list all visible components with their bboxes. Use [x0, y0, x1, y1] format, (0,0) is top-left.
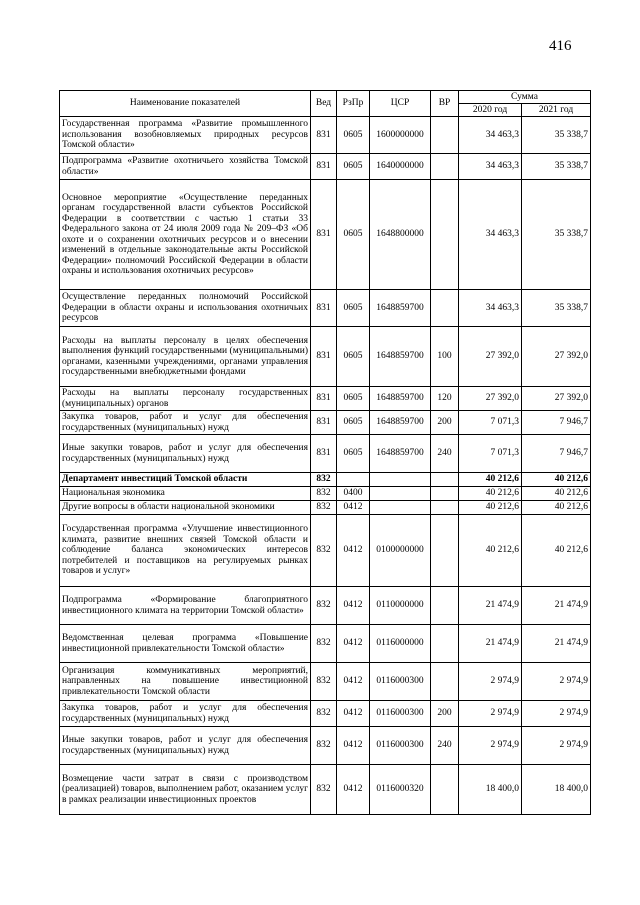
cell-csr: 0110000000: [370, 587, 431, 625]
cell-csr: [370, 501, 431, 515]
cell-y2020: 27 392,0: [459, 387, 522, 411]
header-vr: ВР: [431, 91, 459, 117]
cell-name: Другие вопросы в области национальной экономики: [60, 501, 311, 515]
cell-rzpr: 0605: [337, 154, 370, 180]
cell-rzpr: 0412: [337, 765, 370, 815]
cell-name: Осуществление переданных полномочий Российской Федерации в области охраны и использования охотничьих ресурсов: [60, 290, 311, 327]
table-row: [60, 765, 591, 815]
cell-vr: 240: [431, 727, 459, 765]
cell-rzpr: 0605: [337, 117, 370, 154]
cell-rzpr: 0412: [337, 663, 370, 701]
cell-rzpr: 0605: [337, 435, 370, 473]
cell-csr: 1640000000: [370, 154, 431, 180]
table-row: [60, 625, 591, 663]
cell-y2020: 21 474,9: [459, 625, 522, 663]
cell-name: Расходы на выплаты персоналу в целях обеспечения выполнения функций государственными (муниципальными) органами, казенными учреждениями, органами управления государственными внебюджетными фондами: [60, 327, 311, 387]
cell-vr: [431, 180, 459, 290]
cell-ved: 831: [311, 387, 337, 411]
cell-rzpr: 0412: [337, 501, 370, 515]
cell-csr: 1648859700: [370, 435, 431, 473]
cell-csr: 1648800000: [370, 180, 431, 290]
cell-rzpr: 0412: [337, 701, 370, 727]
header-rzpr: РзПр: [337, 91, 370, 117]
table-row: [60, 473, 591, 487]
cell-vr: [431, 663, 459, 701]
cell-name: Иные закупки товаров, работ и услуг для обеспечения государственных (муниципальных) нужд: [60, 435, 311, 473]
cell-vr: [431, 625, 459, 663]
cell-y2021: 35 338,7: [522, 290, 591, 327]
cell-name: Национальная экономика: [60, 487, 311, 501]
cell-ved: 832: [311, 727, 337, 765]
cell-csr: 1648859700: [370, 327, 431, 387]
cell-y2021: 40 212,6: [522, 473, 591, 487]
cell-ved: 831: [311, 327, 337, 387]
cell-csr: 1600000000: [370, 117, 431, 154]
cell-y2021: 21 474,9: [522, 587, 591, 625]
cell-vr: [431, 501, 459, 515]
cell-name: Государственная программа «Развитие промышленного использования возобновляемых природных ресурсов Томской области»: [60, 117, 311, 154]
cell-y2020: 34 463,3: [459, 117, 522, 154]
cell-ved: 831: [311, 435, 337, 473]
cell-y2021: 2 974,9: [522, 727, 591, 765]
cell-y2021: 27 392,0: [522, 387, 591, 411]
table-row: [60, 387, 591, 411]
cell-vr: [431, 290, 459, 327]
header-year-2021: 2021 год: [522, 104, 591, 117]
cell-ved: 832: [311, 501, 337, 515]
cell-name: Основное мероприятие «Осуществление переданных органам государственной власти субъектов Российской Федерации в соответствии с частью 1 статьи 33 Федерального закона от 24 июля 2009 года № 209–ФЗ «Об охоте и о сохранении охотничьих ресурсов и о внесении изменений в отдельные законодательные акты Российской Федерации» полномочий Российской Федерации в области охраны и использования охотничьих ресурсов»: [60, 180, 311, 290]
cell-rzpr: 0605: [337, 327, 370, 387]
cell-vr: [431, 515, 459, 587]
cell-ved: 832: [311, 515, 337, 587]
cell-y2021: 7 946,7: [522, 411, 591, 435]
cell-ved: 832: [311, 587, 337, 625]
cell-name: Государственная программа «Улучшение инвестиционного климата, развитие внешних связей Томской области и соблюдение баланса экономических интересов потребителей и поставщиков на регулируемых рынках товаров и услуг»: [60, 515, 311, 587]
cell-y2021: 40 212,6: [522, 501, 591, 515]
cell-csr: [370, 487, 431, 501]
table-row: [60, 180, 591, 290]
cell-csr: 0116000000: [370, 625, 431, 663]
cell-vr: [431, 154, 459, 180]
cell-y2021: 40 212,6: [522, 515, 591, 587]
cell-ved: 832: [311, 487, 337, 501]
cell-y2020: 2 974,9: [459, 663, 522, 701]
table-row: [60, 154, 591, 180]
cell-csr: 0100000000: [370, 515, 431, 587]
cell-y2020: 34 463,3: [459, 154, 522, 180]
cell-y2020: 21 474,9: [459, 587, 522, 625]
page-number: 416: [549, 38, 572, 54]
cell-y2021: 21 474,9: [522, 625, 591, 663]
cell-y2020: 7 071,3: [459, 435, 522, 473]
cell-ved: 831: [311, 117, 337, 154]
table-row: [60, 515, 591, 587]
cell-y2020: 40 212,6: [459, 515, 522, 587]
cell-vr: 100: [431, 327, 459, 387]
cell-y2021: 2 974,9: [522, 663, 591, 701]
cell-y2021: 35 338,7: [522, 154, 591, 180]
cell-name: Подпрограмма «Формирование благоприятного инвестиционного климата на территории Томской области»: [60, 587, 311, 625]
table-row: [60, 501, 591, 515]
cell-ved: 832: [311, 625, 337, 663]
table-row: [60, 411, 591, 435]
table-row: [60, 290, 591, 327]
cell-ved: 832: [311, 765, 337, 815]
cell-csr: [370, 473, 431, 487]
cell-vr: 200: [431, 411, 459, 435]
budget-table: [59, 90, 591, 815]
cell-rzpr: 0400: [337, 487, 370, 501]
cell-name: Подпрограмма «Развитие охотничьего хозяйства Томской области»: [60, 154, 311, 180]
cell-y2021: 27 392,0: [522, 327, 591, 387]
header-name: Наименование показателей: [60, 91, 311, 117]
cell-vr: 240: [431, 435, 459, 473]
cell-y2020: 40 212,6: [459, 473, 522, 487]
cell-y2020: 18 400,0: [459, 765, 522, 815]
cell-csr: 0116000300: [370, 727, 431, 765]
cell-ved: 831: [311, 290, 337, 327]
cell-vr: [431, 473, 459, 487]
cell-ved: 831: [311, 154, 337, 180]
cell-y2021: 7 946,7: [522, 435, 591, 473]
table-row: [60, 435, 591, 473]
cell-y2020: 2 974,9: [459, 701, 522, 727]
cell-name: Департамент инвестиций Томской области: [60, 473, 311, 487]
cell-rzpr: 0605: [337, 411, 370, 435]
cell-vr: 200: [431, 701, 459, 727]
cell-rzpr: 0412: [337, 515, 370, 587]
cell-vr: [431, 765, 459, 815]
cell-name: Ведомственная целевая программа «Повышение инвестиционной привлекательности Томской области»: [60, 625, 311, 663]
table-row: [60, 117, 591, 154]
cell-name: Закупка товаров, работ и услуг для обеспечения государственных (муниципальных) нужд: [60, 701, 311, 727]
cell-ved: 832: [311, 663, 337, 701]
cell-rzpr: 0605: [337, 290, 370, 327]
table-row: [60, 727, 591, 765]
cell-name: Организация коммуникативных мероприятий, направленных на повышение инвестиционной привлекательности Томской области: [60, 663, 311, 701]
cell-y2020: 40 212,6: [459, 487, 522, 501]
cell-csr: 0116000320: [370, 765, 431, 815]
cell-rzpr: 0605: [337, 180, 370, 290]
cell-csr: 1648859700: [370, 290, 431, 327]
cell-csr: 1648859700: [370, 411, 431, 435]
table-row: [60, 663, 591, 701]
cell-rzpr: [337, 473, 370, 487]
cell-vr: [431, 587, 459, 625]
header-csr: ЦСР: [370, 91, 431, 117]
header-ved: Вед: [311, 91, 337, 117]
cell-y2021: 35 338,7: [522, 180, 591, 290]
cell-ved: 831: [311, 411, 337, 435]
cell-vr: 120: [431, 387, 459, 411]
table-row: [60, 701, 591, 727]
table-row: [60, 327, 591, 387]
cell-ved: 832: [311, 701, 337, 727]
cell-csr: 0116000300: [370, 701, 431, 727]
cell-y2020: 2 974,9: [459, 727, 522, 765]
cell-y2020: 34 463,3: [459, 180, 522, 290]
cell-y2021: 40 212,6: [522, 487, 591, 501]
table-body: [60, 117, 591, 815]
cell-y2021: 35 338,7: [522, 117, 591, 154]
cell-vr: [431, 117, 459, 154]
cell-rzpr: 0412: [337, 587, 370, 625]
cell-rzpr: 0412: [337, 727, 370, 765]
cell-csr: 0116000300: [370, 663, 431, 701]
cell-rzpr: 0412: [337, 625, 370, 663]
cell-y2020: 34 463,3: [459, 290, 522, 327]
cell-y2020: 40 212,6: [459, 501, 522, 515]
cell-ved: 832: [311, 473, 337, 487]
cell-name: Расходы на выплаты персоналу государственных (муниципальных) органов: [60, 387, 311, 411]
cell-y2021: 18 400,0: [522, 765, 591, 815]
cell-y2020: 7 071,3: [459, 411, 522, 435]
cell-name: Иные закупки товаров, работ и услуг для обеспечения государственных (муниципальных) нужд: [60, 727, 311, 765]
cell-y2020: 27 392,0: [459, 327, 522, 387]
cell-rzpr: 0605: [337, 387, 370, 411]
cell-vr: [431, 487, 459, 501]
header-sum: Сумма: [459, 91, 591, 104]
cell-name: Возмещение части затрат в связи с производством (реализацией) товаров, выполнением работ, оказанием услуг в рамках реализации инвестиционных проектов: [60, 765, 311, 815]
cell-csr: 1648859700: [370, 387, 431, 411]
cell-name: Закупка товаров, работ и услуг для обеспечения государственных (муниципальных) нужд: [60, 411, 311, 435]
cell-ved: 831: [311, 180, 337, 290]
header-year-2020: 2020 год: [459, 104, 522, 117]
cell-y2021: 2 974,9: [522, 701, 591, 727]
table-row: [60, 587, 591, 625]
table-row: [60, 487, 591, 501]
